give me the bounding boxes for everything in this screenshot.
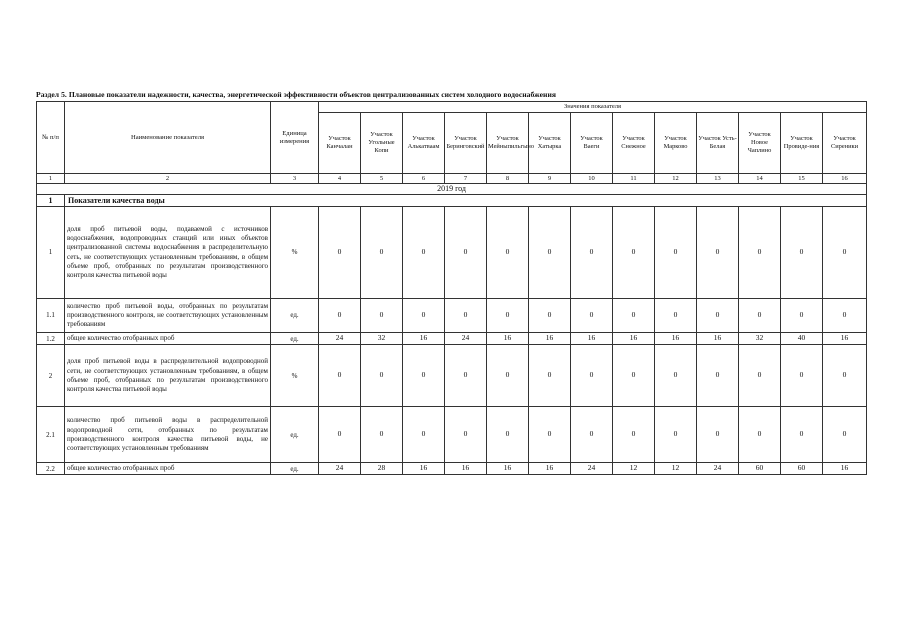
row-value: 0 — [403, 299, 445, 333]
row-value: 0 — [739, 345, 781, 407]
row-value: 0 — [613, 345, 655, 407]
row-value: 0 — [781, 345, 823, 407]
row-value: 0 — [403, 207, 445, 299]
row-unit: % — [271, 207, 319, 299]
row-value: 0 — [823, 299, 867, 333]
area-header: Участок Марково — [655, 113, 697, 174]
area-header: Участок Сиреники — [823, 113, 867, 174]
row-indicator-name: доля проб питьевой воды, подаваемой с источников водоснабжения, водопроводных станций или иных объектов централизованной системы водоснабжения в распределительную сеть, не соответствующих установленным требованиям, в общем объеме проб, отобранных по результатам производственного контроля качества питьевой воды — [65, 207, 271, 299]
column-number: 2 — [65, 174, 271, 184]
table-row — [37, 463, 867, 475]
header-unit: Единица измерения — [271, 102, 319, 174]
row-value: 60 — [739, 463, 781, 475]
row-value: 0 — [697, 299, 739, 333]
column-number: 9 — [529, 174, 571, 184]
row-value: 16 — [823, 463, 867, 475]
row-value: 0 — [655, 407, 697, 463]
row-value: 28 — [361, 463, 403, 475]
row-value: 0 — [655, 299, 697, 333]
row-value: 0 — [655, 207, 697, 299]
row-value: 16 — [529, 333, 571, 345]
row-indicator-name: общее количество отобранных проб — [65, 463, 271, 475]
year-row: 2019 год — [37, 184, 867, 195]
row-value: 16 — [571, 333, 613, 345]
row-value: 16 — [403, 463, 445, 475]
row-value: 0 — [613, 407, 655, 463]
area-header: Участок Угольные Копи — [361, 113, 403, 174]
row-value: 0 — [697, 207, 739, 299]
table-row — [37, 333, 867, 345]
row-value: 0 — [571, 207, 613, 299]
row-value: 0 — [781, 407, 823, 463]
row-value: 24 — [445, 333, 487, 345]
column-number: 13 — [697, 174, 739, 184]
row-value: 0 — [445, 207, 487, 299]
area-header: Участок Мейныпильгыно — [487, 113, 529, 174]
indicators-table — [36, 101, 867, 475]
row-indicator-name: количество проб питьевой воды в распределительной водопроводной сети, отобранных по результатам производственного контроля качества питьевой воды, не соответствующих установленным требованиям — [65, 407, 271, 463]
row-value: 0 — [361, 207, 403, 299]
column-number: 15 — [781, 174, 823, 184]
row-indicator-name: доля проб питьевой воды в распределительной водопроводной сети, не соответствующих установленным требованиям, в общем объеме проб, отобранных по результатам производственного контроля качества питьевой воды — [65, 345, 271, 407]
row-value: 0 — [823, 207, 867, 299]
row-unit: ед. — [271, 333, 319, 345]
row-value: 0 — [571, 299, 613, 333]
row-value: 0 — [361, 345, 403, 407]
row-value: 0 — [781, 299, 823, 333]
table-row — [37, 345, 867, 407]
row-value: 0 — [319, 299, 361, 333]
row-value: 32 — [361, 333, 403, 345]
row-value: 16 — [655, 333, 697, 345]
row-value: 24 — [319, 463, 361, 475]
row-value: 0 — [739, 299, 781, 333]
column-number: 6 — [403, 174, 445, 184]
table-row — [37, 407, 867, 463]
area-header: Участок Снежное — [613, 113, 655, 174]
table-row — [37, 207, 867, 299]
row-value: 0 — [403, 407, 445, 463]
row-value: 0 — [319, 345, 361, 407]
row-value: 0 — [613, 299, 655, 333]
row-value: 16 — [823, 333, 867, 345]
column-number: 12 — [655, 174, 697, 184]
row-value: 0 — [613, 207, 655, 299]
row-value: 16 — [697, 333, 739, 345]
row-value: 0 — [529, 345, 571, 407]
column-number: 10 — [571, 174, 613, 184]
area-header: Участок Канчалан — [319, 113, 361, 174]
row-value: 0 — [445, 345, 487, 407]
row-value: 0 — [487, 345, 529, 407]
column-numbers-row — [37, 174, 867, 184]
row-unit: ед. — [271, 299, 319, 333]
column-number: 1 — [37, 174, 65, 184]
row-indicator-name: количество проб питьевой воды, отобранных по результатам производственного контроля, не соответствующих установленным требованиям — [65, 299, 271, 333]
row-number: 2.2 — [37, 463, 65, 475]
row-value: 24 — [571, 463, 613, 475]
column-number: 3 — [271, 174, 319, 184]
header-values-caption: Значения показателя — [319, 102, 867, 113]
header-num: № п/п — [37, 102, 65, 174]
row-number: 2 — [37, 345, 65, 407]
area-header: Участок Новое Чаплино — [739, 113, 781, 174]
row-value: 0 — [487, 299, 529, 333]
section-title: Раздел 5. Плановые показатели надежности, качества, энергетической эффективности объектов централизованных систем холодного водоснабжения — [36, 90, 557, 99]
row-value: 0 — [739, 407, 781, 463]
table-row — [37, 299, 867, 333]
section-number: 1 — [37, 195, 65, 207]
row-value: 16 — [487, 463, 529, 475]
row-unit: ед. — [271, 407, 319, 463]
row-value: 0 — [529, 407, 571, 463]
row-value: 0 — [697, 345, 739, 407]
row-value: 16 — [403, 333, 445, 345]
row-unit: % — [271, 345, 319, 407]
row-value: 12 — [613, 463, 655, 475]
row-value: 0 — [739, 207, 781, 299]
row-value: 0 — [571, 345, 613, 407]
row-value: 0 — [823, 407, 867, 463]
row-value: 24 — [697, 463, 739, 475]
column-number: 16 — [823, 174, 867, 184]
row-value: 12 — [655, 463, 697, 475]
area-header: Участок Усть-Белая — [697, 113, 739, 174]
row-value: 16 — [529, 463, 571, 475]
row-value: 0 — [655, 345, 697, 407]
row-value: 60 — [781, 463, 823, 475]
row-indicator-name: общее количество отобранных проб — [65, 333, 271, 345]
row-number: 1 — [37, 207, 65, 299]
row-value: 0 — [487, 207, 529, 299]
row-value: 0 — [781, 207, 823, 299]
column-number: 11 — [613, 174, 655, 184]
row-value: 0 — [319, 207, 361, 299]
row-value: 0 — [697, 407, 739, 463]
column-number: 4 — [319, 174, 361, 184]
row-value: 0 — [361, 299, 403, 333]
row-value: 0 — [823, 345, 867, 407]
column-number: 7 — [445, 174, 487, 184]
area-header: Участок Беринговский — [445, 113, 487, 174]
area-header: Участок Провиде-ния — [781, 113, 823, 174]
row-value: 0 — [319, 407, 361, 463]
row-value: 0 — [361, 407, 403, 463]
row-number: 2.1 — [37, 407, 65, 463]
section-name: Показатели качества воды — [65, 195, 867, 207]
row-value: 0 — [571, 407, 613, 463]
row-value: 40 — [781, 333, 823, 345]
row-number: 1.1 — [37, 299, 65, 333]
area-header: Участок Ваеги — [571, 113, 613, 174]
row-value: 0 — [445, 407, 487, 463]
header-name: Наименование показателя — [65, 102, 271, 174]
column-number: 8 — [487, 174, 529, 184]
row-number: 1.2 — [37, 333, 65, 345]
area-header: Участок Алькатваам — [403, 113, 445, 174]
area-header: Участок Хатырка — [529, 113, 571, 174]
column-number: 14 — [739, 174, 781, 184]
row-value: 0 — [487, 407, 529, 463]
row-value: 16 — [445, 463, 487, 475]
row-value: 32 — [739, 333, 781, 345]
row-value: 0 — [529, 299, 571, 333]
row-value: 0 — [403, 345, 445, 407]
row-value: 24 — [319, 333, 361, 345]
row-value: 0 — [445, 299, 487, 333]
column-number: 5 — [361, 174, 403, 184]
row-unit: ед. — [271, 463, 319, 475]
row-value: 16 — [487, 333, 529, 345]
row-value: 16 — [613, 333, 655, 345]
row-value: 0 — [529, 207, 571, 299]
